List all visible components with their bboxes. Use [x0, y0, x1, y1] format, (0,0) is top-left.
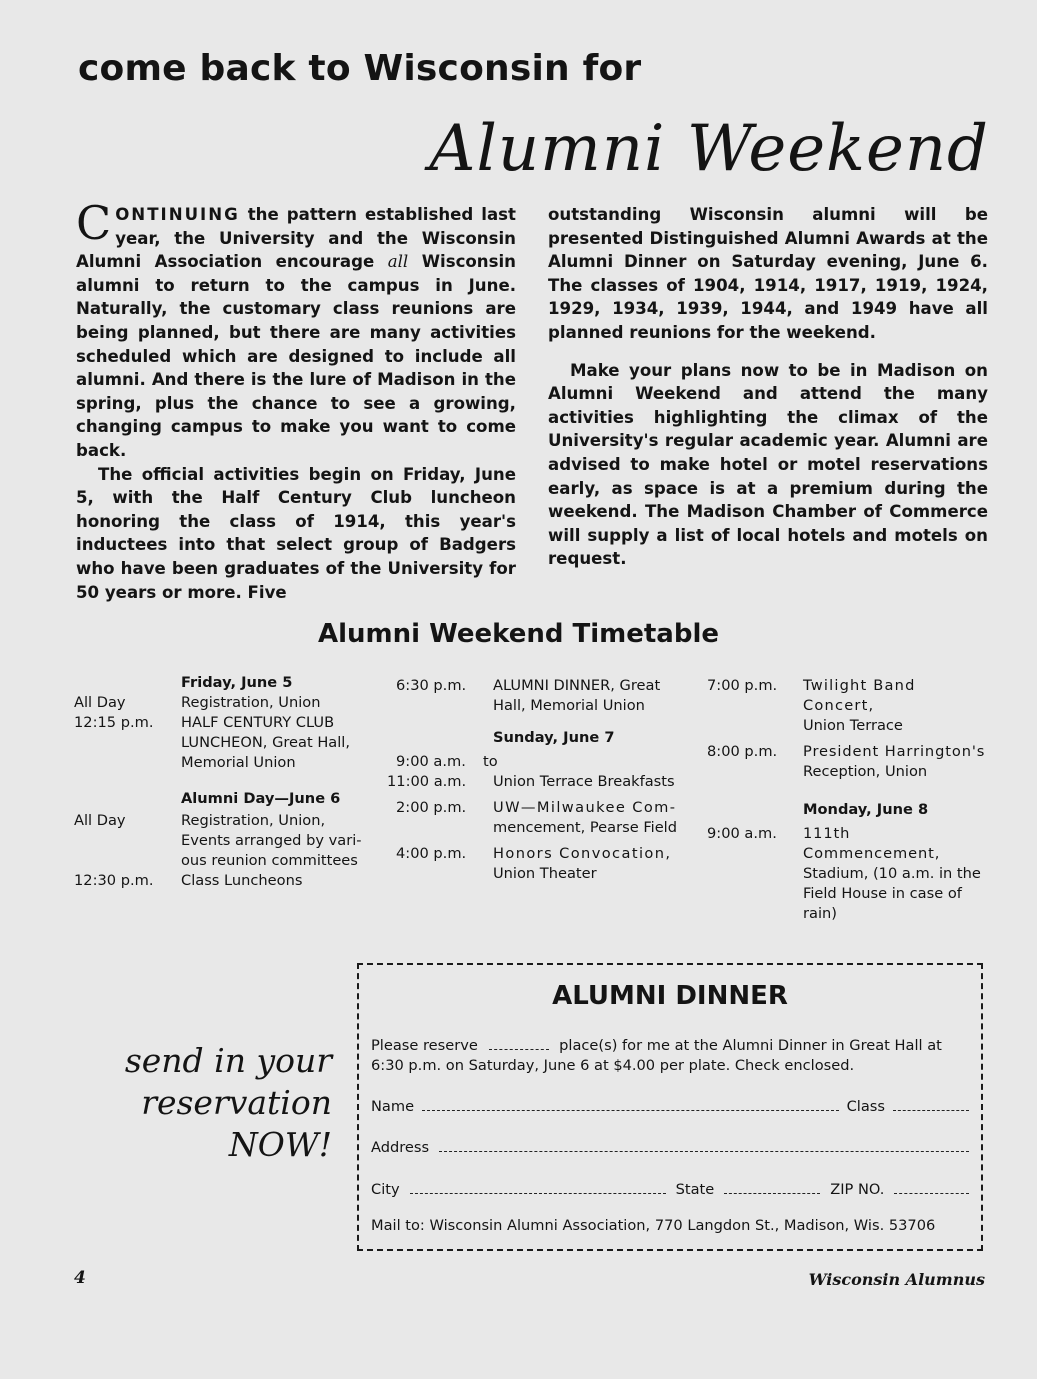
timetable-row: 6:30 p.m. ALUMNI DINNER, Great — [396, 677, 661, 694]
article-column-left — [76, 196, 516, 604]
places-input[interactable] — [489, 1037, 549, 1050]
day-heading-friday: Friday, June 5 — [181, 674, 293, 691]
timetable-row: 7:00 p.m. Twilight Band Concert, — [707, 677, 916, 714]
class-label: Class — [846, 1098, 885, 1115]
timetable-row: 12:15 p.m. HALF CENTURY CLUB — [74, 714, 335, 731]
name-field[interactable] — [422, 1098, 839, 1111]
mailing-address: Mail to: Wisconsin Alumni Association, 770 Langdon St., Madison, Wis. 53706 — [371, 1217, 936, 1234]
day-heading-alumni-day: Alumni Day—June 6 — [181, 790, 341, 807]
article-paragraph-2: The official activities begin on Friday, June 5, with the Half Century Club luncheon honoring the class of 1914, this year's inductees into that select group of Badgers who have been graduates of the University for 50 years or more. Five — [76, 464, 516, 602]
address-label: Address — [371, 1139, 430, 1156]
article-p1-emphasis: all — [387, 252, 409, 272]
publication-name: Wisconsin Alumnus — [808, 1270, 985, 1289]
address-row — [371, 1137, 969, 1158]
state-field[interactable] — [724, 1181, 820, 1194]
name-class-row — [371, 1096, 969, 1117]
drop-cap: C — [76, 196, 112, 250]
timetable-column-2: 6:30 p.m. ALUMNI DINNER, Great Hall, Memorial Union Sunday, June 7 9:00 a.m. to 11:00 a.m. Union Terrace Breakfasts 2:00 p.m. UW—Milwaukee Com- mencement, Pearse Field 4:00 p.m. Honors Convocation, Union Theater — [396, 676, 696, 884]
article-p1-text: the pattern established last year, the University and the Wisconsin Alumni Association encourage — [76, 205, 516, 272]
reservation-coupon — [357, 963, 983, 1251]
page-number: 4 — [74, 1268, 86, 1288]
day-heading-monday: Monday, June 8 — [803, 801, 929, 818]
state-label: State — [675, 1181, 715, 1198]
reserve-statement-line-2: 6:30 p.m. on Saturday, June 6 at $4.00 per plate. Check enclosed. — [371, 1057, 855, 1074]
reserve-statement: Please reserve place(s) for me at the Alumni Dinner in Great Hall at — [371, 1037, 942, 1054]
article-opener: ONTINUING — [115, 205, 240, 224]
day-heading-sunday: Sunday, June 7 — [493, 729, 615, 746]
timetable-row: 8:00 p.m. President Harrington's — [707, 743, 986, 760]
city-label: City — [371, 1181, 400, 1198]
timetable-column-3: 7:00 p.m. Twilight Band Concert, Union Terrace 8:00 p.m. President Harrington's Reception, Union Monday, June 8 9:00 a.m. 111th Commencement, Stadium, (10 a.m. in the Field House in case of rain) — [707, 676, 992, 924]
timetable-row: 12:30 p.m. Class Luncheons — [74, 872, 303, 889]
timetable-row: All Day Registration, Union — [74, 694, 321, 711]
zip-label: ZIP NO. — [830, 1181, 885, 1198]
timetable-row: 4:00 p.m. Honors Convocation, — [396, 845, 672, 862]
article-paragraph-1 — [76, 196, 516, 463]
city-state-zip-row — [371, 1179, 969, 1200]
form-title: ALUMNI DINNER — [552, 981, 788, 1011]
timetable-row: 9:00 a.m. 111th Commencement, — [707, 825, 941, 862]
timetable-title: Alumni Weekend Timetable — [317, 619, 720, 649]
timetable-column-1: Friday, June 5 All Day Registration, Union 12:15 p.m. HALF CENTURY CLUB LUNCHEON, Great Hall, Memorial Union Alumni Day—June 6 All Day Registration, Union, Events arranged by vari- ous reunion committees 12:30 p.m. Class Luncheons — [74, 673, 374, 891]
reservation-callout: send in your reservation NOW! — [124, 1041, 332, 1164]
timetable-row: 2:00 p.m. UW—Milwaukee Com- — [396, 799, 677, 816]
article-column-right — [548, 203, 988, 571]
zip-field[interactable] — [894, 1181, 969, 1194]
city-field[interactable] — [410, 1181, 666, 1194]
timetable-row: 9:00 a.m. to — [396, 753, 498, 770]
address-field[interactable] — [439, 1139, 969, 1152]
article-paragraph-4: Make your plans now to be in Madison on Alumni Weekend and attend the many activities highlighting the climax of the University's regular academic year. Alumni are advised to make hotel or motel reservations early, as space is at a premium during the weekend. The Madison Chamber of Commerce will supply a list of local hotels and motels on request. — [548, 360, 988, 569]
timetable-row: All Day Registration, Union, — [74, 812, 326, 829]
class-field[interactable] — [893, 1098, 969, 1111]
article-p1-end: Wisconsin alumni to return to the campus in June. Naturally, the customary class reunions are being planned, but there are many activities scheduled which are designed to include all alumni. And there is the lure of Madison in the spring, plus the chance to see a growing, changing campus to make you want to come back. — [76, 252, 516, 460]
kicker-headline: come back to Wisconsin for — [78, 48, 642, 89]
page-title: Alumni Weekend — [429, 112, 989, 186]
name-label: Name — [371, 1098, 415, 1115]
article-paragraph-3: outstanding Wisconsin alumni will be presented Distinguished Alumni Awards at the Alumni Dinner on Saturday evening, June 6. The classes of 1904, 1914, 1917, 1919, 1924, 1929, 1934, 1939, 1944, and 1949 have all planned reunions for the weekend. — [548, 205, 988, 342]
